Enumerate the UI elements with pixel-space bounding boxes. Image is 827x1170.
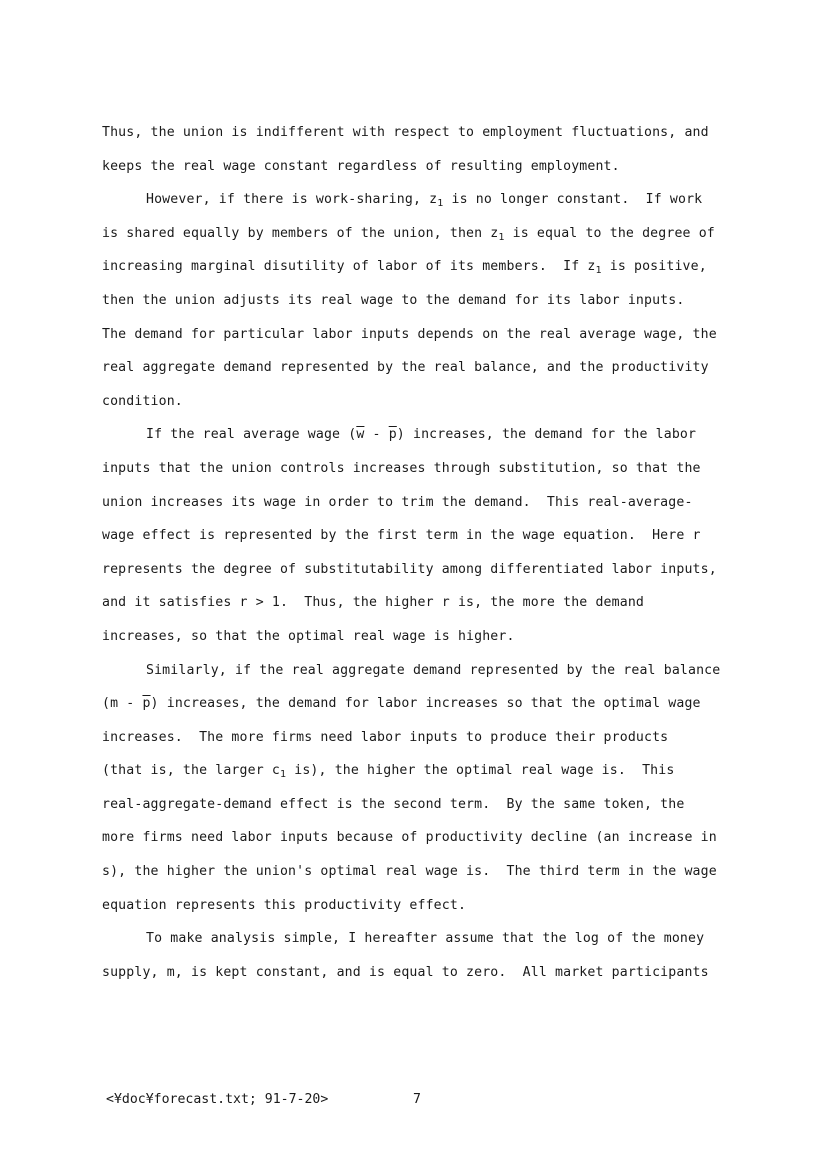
text-line: then the union adjusts its real wage to the demand for its labor inputs. <box>102 292 685 308</box>
text-line: increases, so that the optimal real wage is higher. <box>102 628 515 644</box>
text-line: supply, m, is kept constant, and is equal to zero. All market participants <box>102 964 709 980</box>
text-line: inputs that the union controls increases through substitution, so that the <box>102 460 701 476</box>
text-line: wage effect is represented by the first term in the wage equation. Here r <box>102 528 701 544</box>
text-line: real aggregate demand represented by the real balance, and the productivity <box>102 360 709 376</box>
file-stamp: <¥doc¥forecast.txt; 91-7-20> <box>106 1092 329 1107</box>
text-line <box>102 250 742 284</box>
text-line: equation represents this productivity effect. <box>102 897 467 913</box>
text-line: real-aggregate-demand effect is the second term. By the same token, the <box>102 796 685 812</box>
text-fragment: is positive, <box>601 259 707 275</box>
text-line <box>102 183 742 217</box>
p-bar-symbol: $\overline{p}$ <box>388 427 397 443</box>
subscript: 1 <box>595 265 602 277</box>
text-line: increases. The more firms need labor inputs to produce their products <box>102 729 669 745</box>
subscript: 1 <box>498 231 505 243</box>
text-fragment: (m - <box>102 696 143 712</box>
text-fragment: is equal to the degree of <box>504 225 715 241</box>
text-line: more firms need labor inputs because of productivity decline (an increase in <box>102 830 717 846</box>
text-line: s), the higher the union's optimal real wage is. The third term in the wage <box>102 864 717 880</box>
text-line: union increases its wage in order to trim the demand. This real-average- <box>102 494 693 510</box>
p-bar-symbol: $\overline{p}$ <box>142 696 151 712</box>
text-fragment: ) increases, the demand for the labor <box>396 427 697 443</box>
text-fragment: However, if there is work-sharing, z <box>146 192 438 208</box>
text-line: To make analysis simple, I hereafter assume that the log of the money <box>146 931 705 947</box>
text-line: keeps the real wage constant regardless of resulting employment. <box>102 158 620 174</box>
text-fragment: ) increases, the demand for labor increases so that the optimal wage <box>150 696 701 712</box>
text-fragment: If the real average wage ( <box>146 427 357 443</box>
text-line <box>102 754 742 788</box>
w-bar-symbol: $\overline{w}$ <box>356 427 365 443</box>
text-line: represents the degree of substitutability among differentiated labor inputs, <box>102 561 717 577</box>
subscript: 1 <box>279 769 287 781</box>
text-line: The demand for particular labor inputs depends on the real average wage, the <box>102 326 717 342</box>
text-fragment: (that is, the larger c <box>102 763 280 779</box>
text-fragment: increasing marginal disutility of labor of its members. If z <box>102 259 596 275</box>
page-number: 7 <box>413 1092 421 1107</box>
text-fragment: is shared equally by members of the union, then z <box>102 225 499 241</box>
text-line <box>102 418 742 452</box>
subscript: 1 <box>437 198 444 210</box>
document-body <box>102 116 742 989</box>
text-line <box>102 217 742 251</box>
text-line: and it satisfies r > 1. Thus, the higher r is, the more the demand <box>102 595 644 611</box>
text-line <box>102 687 742 721</box>
text-line: Similarly, if the real aggregate demand represented by the real balance <box>146 662 721 678</box>
text-line: condition. <box>102 393 183 409</box>
text-fragment: is no longer constant. If work <box>443 192 703 208</box>
text-fragment: - <box>364 427 389 443</box>
text-fragment: is), the higher the optimal real wage is. This <box>286 763 675 779</box>
text-line: Thus, the union is indifferent with respect to employment fluctuations, and <box>102 125 709 140</box>
